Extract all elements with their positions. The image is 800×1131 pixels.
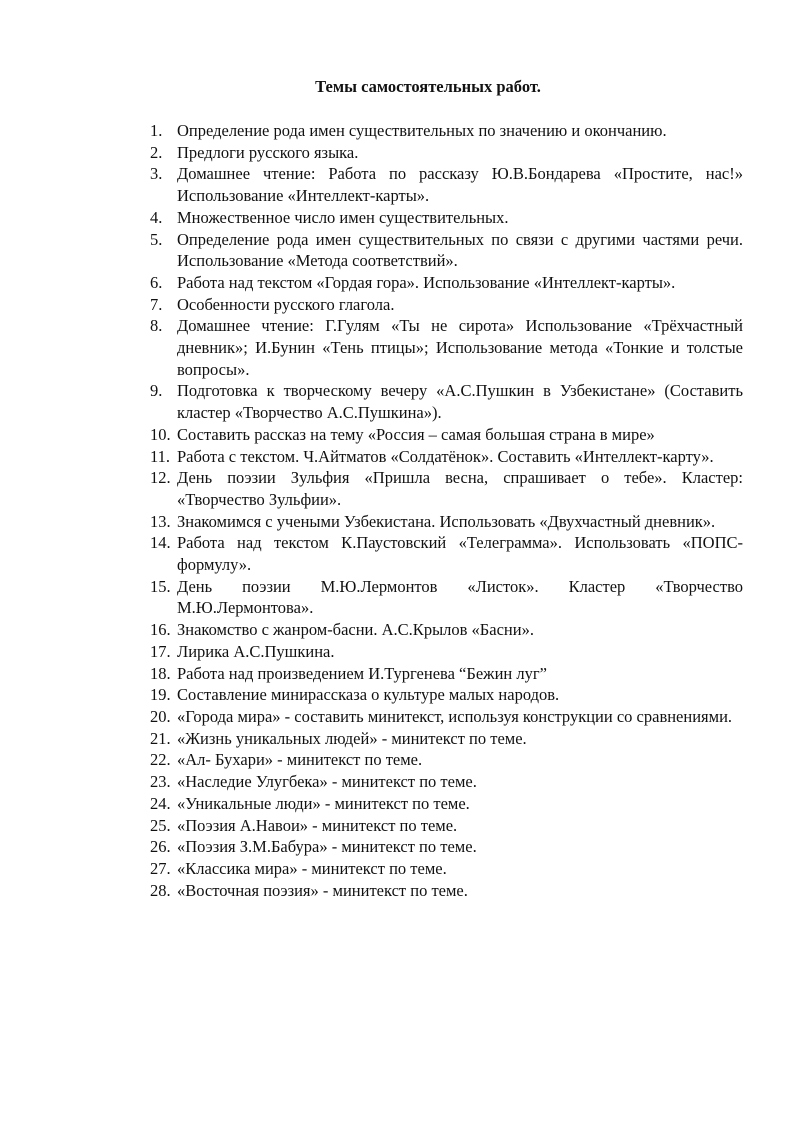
list-item-text: Работа над текстом «Гордая гора». Использование «Интеллект-карты». <box>177 272 676 292</box>
list-item-text: Лирика А.С.Пушкина. <box>177 641 335 661</box>
list-item <box>150 272 743 294</box>
list-item-number: 21. <box>150 728 171 748</box>
list-item-number: 4. <box>150 207 163 227</box>
list-item-number: 25. <box>150 815 171 835</box>
list-item-number: 1. <box>150 121 163 140</box>
list-item-text: Работа над произведением И.Тургенева “Бежин луг” <box>177 663 547 683</box>
list-item-text: Знакомство с жанром-басни. А.С.Крылов «Басни». <box>177 620 534 640</box>
list-item <box>150 532 743 575</box>
list-item-text: Множественное число имен существительных. <box>177 207 509 227</box>
list-item <box>150 793 743 815</box>
list-item <box>150 142 743 164</box>
list-item <box>150 467 743 510</box>
list-item <box>150 315 743 380</box>
list-item <box>150 229 743 272</box>
list-item-text: «Ал- Бухари» - минитекст по теме. <box>177 750 423 770</box>
list-item-text: Домашнее чтение: Г.Гулям «Ты не сирота» Использование «Трёхчастный дневник»; И.Бунин «Тень птицы»; Использование метода «Тонкие и толстые вопросы». <box>177 316 743 379</box>
list-item-text: «Поэзия З.М.Бабура» - минитекст по теме. <box>177 837 477 857</box>
list-item <box>150 207 743 229</box>
list-item-number: 12. <box>150 468 171 488</box>
list-item-number: 22. <box>150 750 171 770</box>
list-item <box>150 641 743 663</box>
list-item-number: 7. <box>150 294 163 314</box>
list-item <box>150 684 743 706</box>
list-item-text: Работа с текстом. Ч.Айтматов «Солдатёнок». Составить «Интеллект-карту». <box>177 446 714 466</box>
list-item-number: 23. <box>150 772 171 792</box>
list-item-text: «Жизнь уникальных людей» - минитекст по теме. <box>177 728 527 748</box>
list-item-text: Подготовка к творческому вечеру «А.С.Пушкин в Узбекистане» (Составить кластер «Творчество А.С.Пушкина»). <box>177 381 743 423</box>
list-item-text: «Поэзия А.Навои» - минитекст по теме. <box>177 815 458 835</box>
list-item-number: 26. <box>150 837 171 857</box>
list-item <box>150 511 743 533</box>
list-item <box>150 446 743 468</box>
list-item-number: 11. <box>150 446 171 466</box>
list-item-text: День поэзии М.Ю.Лермонтов «Листок». Кластер «Творчество М.Ю.Лермонтова». <box>177 576 743 618</box>
list-item-number: 9. <box>150 381 163 401</box>
list-item-text: Домашнее чтение: Работа по рассказу Ю.В.Бондарева «Простите, нас!» Использование «Интеллект-карты». <box>177 164 743 206</box>
list-item-number: 16. <box>150 620 171 640</box>
list-item-number: 20. <box>150 706 171 726</box>
list-item <box>150 163 743 206</box>
list-item-text: Составить рассказ на тему «Россия – самая большая страна в мире» <box>177 424 655 444</box>
list-item-number: 10. <box>150 424 171 444</box>
list-item <box>150 576 743 619</box>
topic-list <box>150 120 743 901</box>
list-item-number: 18. <box>150 663 171 683</box>
list-item-text: Составление минирассказа о культуре малых народов. <box>177 685 560 705</box>
list-item <box>150 880 743 902</box>
list-item-number: 8. <box>150 316 163 336</box>
list-item-text: «Восточная поэзия» - минитекст по теме. <box>177 880 468 900</box>
list-item <box>150 294 743 316</box>
list-item-text: Знакомимся с учеными Узбекистана. Использовать «Двухчастный дневник». <box>177 511 716 531</box>
list-item-text: Работа над текстом К.Паустовский «Телеграмма». Использовать «ПОПС-формулу». <box>177 533 743 575</box>
list-item <box>150 771 743 793</box>
list-item <box>150 619 743 641</box>
list-item <box>150 380 743 423</box>
list-item-text: «Уникальные люди» - минитекст по теме. <box>177 793 470 813</box>
list-item-number: 2. <box>150 142 163 162</box>
list-item-text: Определение рода имен существительных по значению и окончанию. <box>177 121 667 140</box>
list-item-number: 24. <box>150 793 171 813</box>
list-item-number: 28. <box>150 880 171 900</box>
list-item-text: «Города мира» - составить минитекст, используя конструкции со сравнениями. <box>177 706 733 726</box>
list-item-number: 27. <box>150 858 171 878</box>
list-item-text: Определение рода имен существительных по связи с другими частями речи. Использование «Метода соответствий». <box>177 229 743 271</box>
list-item-number: 19. <box>150 685 171 705</box>
list-item-number: 14. <box>150 533 171 553</box>
list-item-number: 13. <box>150 511 171 531</box>
list-item <box>150 728 743 750</box>
list-item-text: День поэзии Зульфия «Пришла весна, спрашивает о тебе». Кластер: «Творчество Зульфии». <box>177 468 743 509</box>
list-item <box>150 858 743 880</box>
list-item-text: Предлоги русского языка. <box>177 142 359 162</box>
list-item <box>150 663 743 685</box>
list-item <box>150 749 743 771</box>
list-item <box>150 424 743 446</box>
list-item-text: Особенности русского глагола. <box>177 294 395 314</box>
page-title: Темы самостоятельных работ. <box>315 77 541 96</box>
list-item-number: 15. <box>150 576 171 596</box>
list-item <box>150 815 743 837</box>
list-item <box>150 706 743 728</box>
list-item-text: «Классика мира» - минитекст по теме. <box>177 858 447 878</box>
list-item-number: 17. <box>150 641 171 661</box>
list-item <box>150 120 743 142</box>
list-item <box>150 836 743 858</box>
list-item-number: 5. <box>150 229 163 249</box>
list-item-number: 3. <box>150 164 163 184</box>
list-item-text: «Наследие Улугбека» - минитекст по теме. <box>177 772 477 792</box>
list-item-number: 6. <box>150 272 163 292</box>
